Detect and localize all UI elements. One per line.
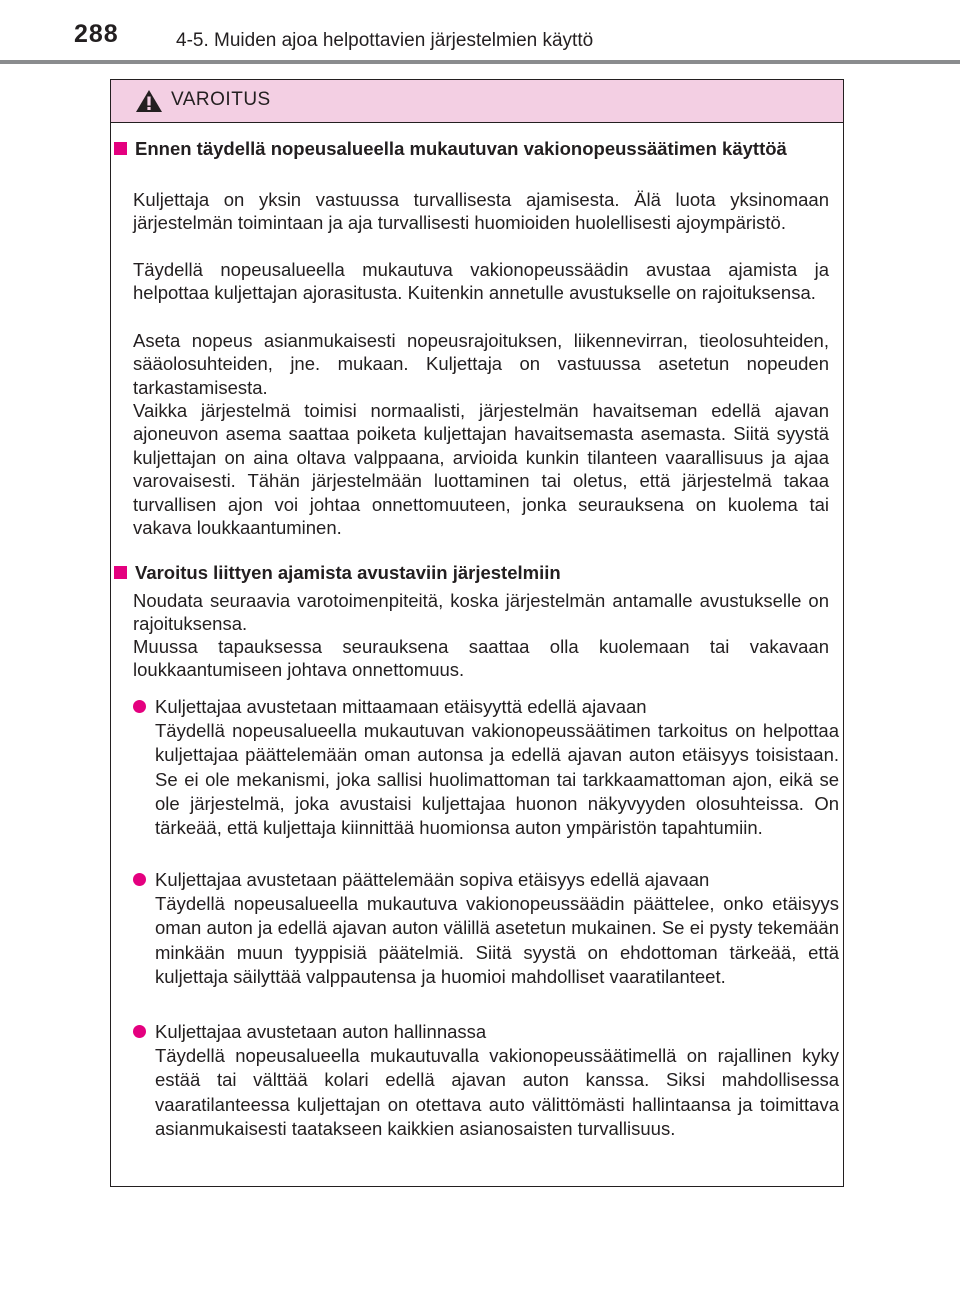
header-divider (0, 60, 960, 64)
section-2-paragraph-1: Noudata seuraavia varotoimenpiteitä, koska järjestelmän antamalle avustukselle on rajoituksensa. (133, 590, 829, 635)
section-1-title: Ennen täydellä nopeusalueella mukautuvan vakionopeussäätimen käyttöä (135, 137, 839, 160)
list-item-text: Täydellä nopeusalueella mukautuvan vakionopeussäätimen tarkoitus on helpottaa kuljettajaa päättelemään oman autonsa ja edellä ajavan auton etäisyys toisistaan. Se ei ole mekanismi, joka sallisi huolimattoman tai tarkkaamattoman ajon, eikä se ole järjestelmä, joka avustaisi kuljettajaa huonon näkyvyyden olosuhteissa. On tärkeää, että kuljettaja kiinnittää huomionsa auton ympäristön tapahtumiin. (155, 720, 839, 839)
warning-title: VAROITUS (171, 89, 271, 110)
circle-bullet-icon (133, 1025, 146, 1038)
section-1-paragraph-2: Täydellä nopeusalueella mukautuva vakionopeussäädin avustaa ajamista ja helpottaa kuljettajan ajorasitusta. Kuitenkin annetulle avustukselle on rajoituksensa. (133, 259, 829, 304)
list-item-text: Täydellä nopeusalueella mukautuvalla vakionopeussäätimellä on rajallinen kyky estää tai välttää kolari edellä ajavan auton kanssa. Siksi mahdollisessa vaaratilanteessa kuljettajan on otettava auto välittömästi hallintaansa ja toimittava asianmukaisesti taatakseen kaikkien asianosaisten turvallisuus. (155, 1045, 839, 1139)
section-1-paragraph-4: Vaikka järjestelmä toimisi normaalisti, järjestelmän havaitseman edellä ajavan ajoneuvon asema saattaa poiketa kuljettajan havaitsemasta asemasta. Siitä syystä kuljettajan on aina oltava valppaana, arvioida kunkin tilanteen vaarallisuus ja ajaa varovaisesti. Tähän järjestelmään luottaminen tai oletus, että järjestelmä takaa turvallisen ajon voi johtaa onnettomuuteen, jonka seurauksena on kuolema tai vakava loukkaantuminen. (133, 400, 829, 539)
warning-triangle-icon (135, 89, 163, 113)
circle-bullet-icon (133, 873, 146, 886)
section-1-paragraph-3: Aseta nopeus asianmukaisesti nopeusrajoituksen, liikennevirran, tieolosuhteiden, sääolosuhteiden, jne. mukaan. Kuljettaja on vastuussa asetetun nopeuden tarkastamisesta. (133, 330, 829, 398)
list-item-title: Kuljettajaa avustetaan auton hallinnassa (155, 1021, 487, 1042)
section-heading: 4-5. Muiden ajoa helpottavien järjestelmien käyttö (176, 30, 594, 51)
circle-bullet-icon (133, 700, 146, 713)
section-2-paragraph-2: Muussa tapauksessa seurauksena saattaa olla kuolemaan tai vakavaan loukkaantumiseen johtava onnettomuus. (133, 636, 829, 681)
section-2-title: Varoitus liittyen ajamista avustaviin järjestelmiin (135, 561, 839, 584)
list-item-title: Kuljettajaa avustetaan päättelemään sopiva etäisyys edellä ajavaan (155, 869, 710, 890)
warning-header (111, 80, 843, 123)
square-bullet-icon (114, 142, 127, 155)
section-1-paragraph-1: Kuljettaja on yksin vastuussa turvallisesta ajamisesta. Älä luota yksinomaan järjestelmän toimintaan ja aja turvallisesti huomioiden huolellisesti ajoympäristö. (133, 189, 829, 234)
square-bullet-icon (114, 566, 127, 579)
page-number: 288 (74, 20, 119, 48)
list-item-title: Kuljettajaa avustetaan mittaamaan etäisyyttä edellä ajavaan (155, 696, 647, 717)
list-item-text: Täydellä nopeusalueella mukautuva vakionopeussäädin päättelee, onko etäisyys oman auton ja edellä ajavan auton välillä asetetun mukainen. Se ei pysty tekemään minkään muun tyyppisiä päätelmiä. Siitä syystä on ehdottoman tärkeää, että kuljettaja säilyttää valppautensa ja huomioi mahdolliset vaaratilanteet. (155, 893, 839, 987)
warning-box (110, 79, 844, 1187)
